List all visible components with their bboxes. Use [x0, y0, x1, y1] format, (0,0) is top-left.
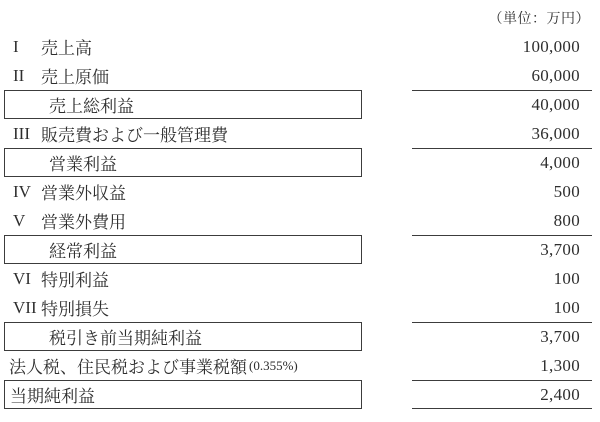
table-row-subtotal — [4, 148, 600, 177]
table-row — [4, 293, 600, 322]
row-label: 営業外収益 — [41, 184, 126, 203]
row-label: 税引き前当期純利益 — [49, 329, 202, 348]
table-row-subtotal — [4, 235, 600, 264]
subtotal-box — [4, 90, 362, 119]
row-label-cell — [4, 293, 362, 322]
row-numeral: VII — [13, 297, 37, 317]
subtotal-box — [4, 380, 362, 409]
table-row-subtotal — [4, 90, 600, 119]
row-value: 2,400 — [412, 380, 592, 409]
row-numeral: III — [13, 123, 30, 143]
row-label: 法人税、住民税および事業税額 — [9, 358, 247, 377]
row-numeral: II — [13, 65, 25, 85]
tax-rate-note: (0.355%) — [249, 357, 298, 373]
row-label-cell — [4, 206, 362, 235]
row-value: 800 — [553, 210, 580, 230]
row-label: 売上高 — [41, 39, 92, 58]
row-label-cell — [4, 264, 362, 293]
row-numeral: IV — [13, 181, 31, 201]
row-value: 3,700 — [412, 235, 592, 264]
table-row — [4, 61, 600, 90]
row-label: 当期純利益 — [10, 387, 95, 406]
row-label: 経常利益 — [49, 242, 117, 261]
subtotal-box — [4, 322, 362, 351]
table-row-net-income — [4, 380, 600, 409]
table-row-tax — [4, 351, 600, 380]
row-label-cell — [4, 61, 362, 90]
row-label-cell — [4, 119, 362, 148]
row-label: 営業外費用 — [41, 213, 126, 232]
row-value: 40,000 — [412, 90, 592, 119]
row-label: 販売費および一般管理費 — [41, 126, 228, 145]
row-numeral: V — [13, 210, 26, 230]
table-row — [4, 177, 600, 206]
row-value: 1,300 — [540, 355, 580, 375]
table-row — [4, 119, 600, 148]
table-row — [4, 264, 600, 293]
row-label: 特別利益 — [41, 271, 109, 290]
row-label: 特別損失 — [41, 300, 109, 319]
row-label-cell — [4, 351, 362, 380]
row-value: 100 — [553, 297, 580, 317]
row-label-cell — [4, 177, 362, 206]
row-label: 売上総利益 — [49, 97, 134, 116]
row-label: 売上原価 — [41, 68, 109, 87]
subtotal-box — [4, 148, 362, 177]
row-value: 3,700 — [412, 322, 592, 351]
row-value: 500 — [553, 181, 580, 201]
table-row — [4, 32, 600, 61]
row-value: 60,000 — [531, 65, 580, 85]
row-value: 100,000 — [522, 36, 580, 56]
row-label: 営業利益 — [49, 155, 117, 174]
table-row — [4, 206, 600, 235]
subtotal-box — [4, 235, 362, 264]
row-label-cell — [4, 32, 362, 61]
row-numeral: VI — [13, 268, 31, 288]
row-value: 4,000 — [412, 148, 592, 177]
row-value: 100 — [553, 268, 580, 288]
row-numeral: I — [13, 36, 19, 56]
unit-note: （単位：万円） — [488, 12, 590, 27]
row-value: 36,000 — [531, 123, 580, 143]
table-row-subtotal — [4, 322, 600, 351]
